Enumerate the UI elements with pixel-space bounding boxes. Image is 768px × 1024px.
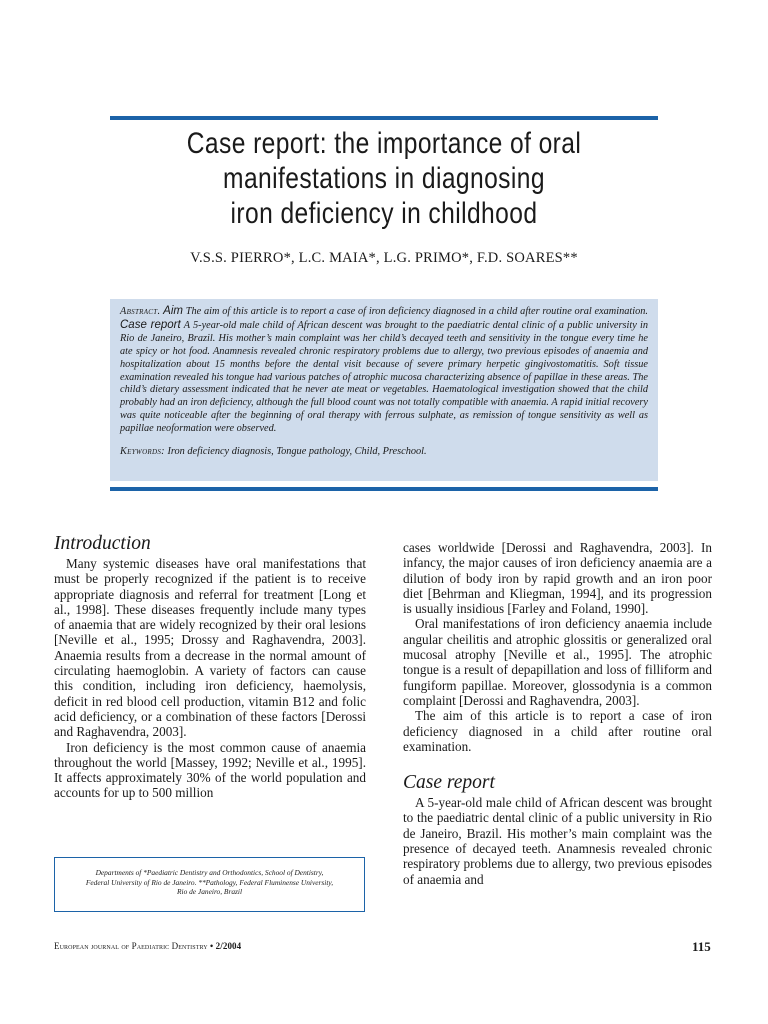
right-paragraph-1: cases worldwide [Derossi and Raghavendra, 2003]. In infancy, the major causes of iron deficiency anaemia are a dilution of body iron by rapid growth and an iron poor diet [Behrman and Kliegman, 1994], and its progression is usually insidious [Farley and Foland, 1990]. <box>403 540 712 617</box>
affiliation-box <box>54 857 365 912</box>
affiliation-line-2: Federal University of Rio de Janeiro. **Pathology, Federal Fluminense University, <box>85 877 334 887</box>
abstract-box <box>110 299 658 481</box>
introduction-heading: Introduction <box>54 533 151 554</box>
left-column <box>54 533 366 801</box>
abstract-text <box>120 305 648 436</box>
case-report-paragraph-1: A 5-year-old male child of African descent was brought to the paediatric dental clinic of a public university in Rio de Janeiro, Brazil. His mother’s main complaint was the presence of decayed teeth. Anamnesis revealed chronic respiratory problems due to allergy, two previous episodes of anaemia and <box>403 795 712 887</box>
journal-name: Paediatric Dentistry <box>131 941 208 951</box>
aim-label: Aim <box>163 305 183 317</box>
right-paragraph-3: The aim of this article is to report a case of iron deficiency diagnosed in a child after routine oral examination. <box>403 708 712 754</box>
keywords-text: Iron deficiency diagnosis, Tongue pathology, Child, Preschool. <box>164 446 427 458</box>
journal-footer <box>54 941 241 951</box>
affiliation-line-1: Departments of *Paediatric Dentistry and Orthodontics, School of Dentistry, <box>95 868 324 877</box>
page-number: 115 <box>692 939 711 954</box>
case-text: A 5-year-old male child of African descent was brought to the paediatric dental clinic of a public university in Rio de Janeiro, Brazil. His mother’s main complaint was her child’s decayed teeth and sensitivity in the tongue every time he ate spicy or hot food. Anamnesis revealed chronic respiratory problems due to allergy, two previous episodes of anaemia and hospitalization about 15 months before the dental visit because of severe primary herpetic gingivostomatitis. Soft tissue examination revealed his tongue had various patches of atrophic mucosa characterizing absence of papillae in these areas. The child’s dietary assessment indicated that he never ate meat or vegetables. Haematological investigation showed that the child probably had an iron deficiency, although the full blood count was not totally compatible with anaemia. A rapid initial recovery was quite noticeable after the beginning of oral therapy with ferrous sulphate, as remission of tongue sensitivity as well as papillae neoformation were observed. <box>120 319 648 435</box>
keywords-label: Keywords: <box>120 446 165 458</box>
top-rule <box>110 116 658 120</box>
article-title <box>159 126 608 231</box>
case-report-heading: Case report <box>403 772 495 794</box>
intro-paragraph-1: Many systemic diseases have oral manifestations that must be properly recognized if the patient is to receive appropriate diagnosis and referral for treatment [Long et al., 1998]. These diseases frequently include many types of anaemia that are widely recognized by their oral lesions [Neville et al., 1995; Drossy and Raghavendra, 2003]. Anaemia results from a decrease in the normal amount of circulating haemoglobin. A variety of factors can cause this condition, including iron deficiency, haemolysis, deficit in red blood cell production, vitamin B12 and folic acid deficiency, or a combination of these factors [Derossi and Raghavendra, 2003]. <box>54 556 366 740</box>
aim-text: The aim of this article is to report a case of iron deficiency diagnosed in a child after routine oral examination. <box>182 306 648 317</box>
right-column <box>403 540 712 887</box>
keywords <box>120 446 648 457</box>
right-paragraph-2: Oral manifestations of iron deficiency anaemia include angular cheilitis and atrophic glossitis or generalized oral mucosal atrophy [Neville et al., 1995]. The atrophic tongue is a result of depapillation and loss of filliform and fungiform papillae. Moreover, glossodynia is a common complaint [Derossi and Raghavendra, 2003]. <box>403 616 712 708</box>
abstract-label: Abstract. <box>120 306 161 317</box>
case-label: Case report <box>120 318 181 331</box>
journal-issue: • 2/2004 <box>207 941 242 951</box>
journal-prefix: European journal of <box>54 941 132 951</box>
title-line-2: manifestations in diagnosing <box>223 162 545 195</box>
author-list: V.S.S. PIERRO*, L.C. MAIA*, L.G. PRIMO*, F.D. SOARES** <box>190 250 578 266</box>
title-line-1: Case report: the importance of oral <box>186 127 582 160</box>
bottom-rule <box>110 487 658 491</box>
affiliation-line-3: Rio de Janeiro, Brazil <box>177 887 242 897</box>
intro-paragraph-2: Iron deficiency is the most common cause of anaemia throughout the world [Massey, 1992; Neville et al., 1995]. It affects approximately 30% of the world population and accounts for up to 500 million <box>54 739 366 801</box>
title-line-3: iron deficiency in childhood <box>230 197 538 230</box>
